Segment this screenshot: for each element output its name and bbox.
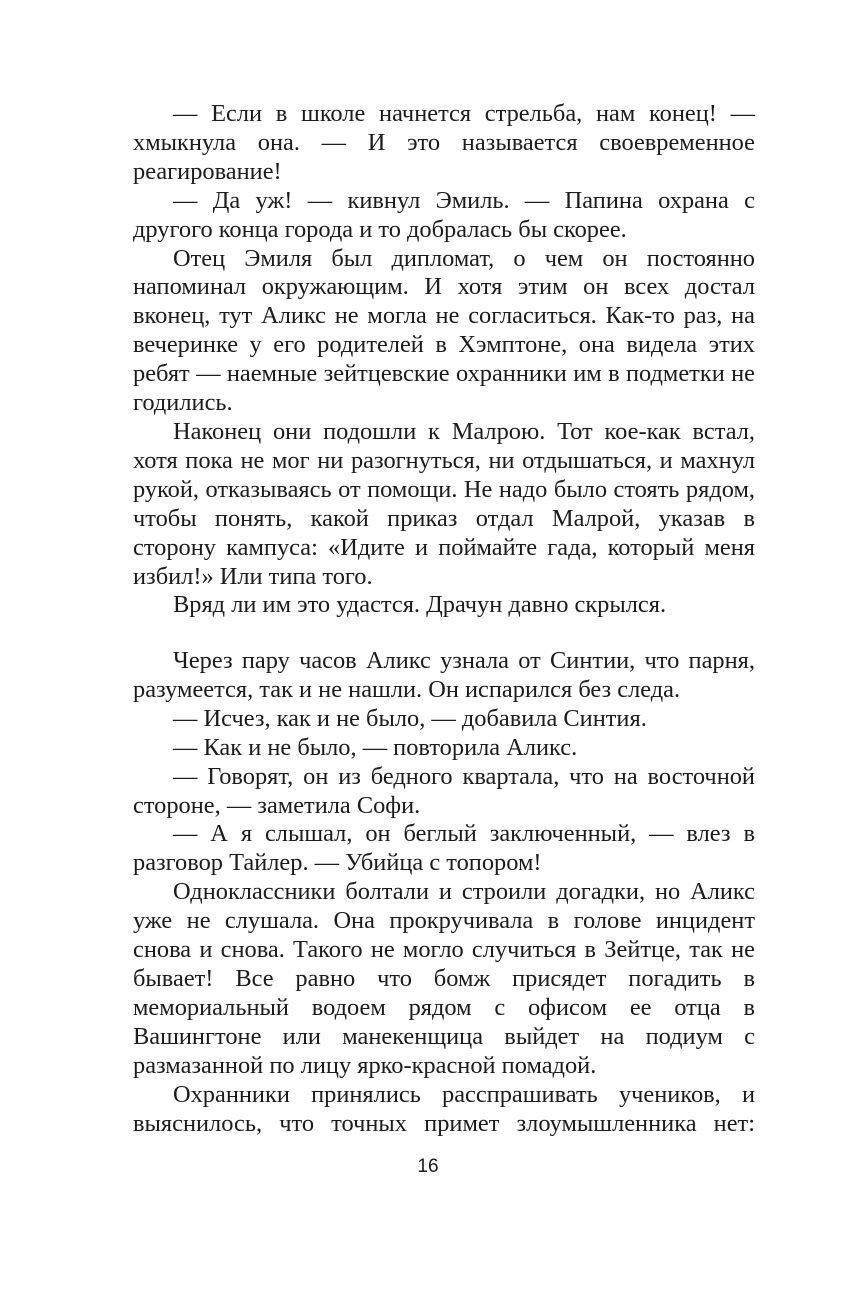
paragraph: Одноклассники болтали и строили догадки, но Аликс уже не слушала. Она прокручивала в голове инцидент снова и снова. Такого не могло случиться в Зейтце, так не бывает! Все равно что бомж присядет погадить в мемориальный водоем рядом с офисом ее отца в Вашингтоне или манекенщица выйдет на подиум с размазанной по лицу ярко-красной помадой. [133,878,755,1079]
paragraph: Охранники принялись расспрашивать учеников, и выяснилось, что точных примет злоумышленника нет: [133,1080,755,1137]
text-block-bottom [133,647,755,1138]
page-number: 16 [417,1156,439,1177]
paragraph: Отец Эмиля был дипломат, о чем он постоянно напоминал окружающим. И хотя этим он всех достал вконец, тут Аликс не могла не согласиться. Как-то раз, на вечеринке у его родителей в Хэмптоне, она видела этих ребят — наемные зейтцевские охранники им в подметки не годились. [133,244,755,417]
paragraph: — Исчез, как и не было, — добавила Синтия. [173,704,647,732]
text-block-top [133,100,755,620]
paragraph: — Как и не было, — повторила Аликс. [173,733,578,761]
paragraph: — Да уж! — кивнул Эмиль. — Папина охрана с другого конца города и то добралась бы скорее. [133,186,755,243]
paragraph: — Если в школе начнется стрельба, нам конец! — хмыкнула она. — И это называется своевременное реагирование! [133,100,755,185]
paragraph: — А я слышал, он беглый заключенный, — влез в разговор Тайлер. — Убийца с топором! [133,820,755,877]
paragraph: Через пару часов Аликс узнала от Синтии, что парня, разумеется, так и не нашли. Он испарился без следа. [133,647,755,703]
paragraph: Наконец они подошли к Малрою. Тот кое-как встал, хотя пока не мог ни разогнуться, ни отдышаться, и махнул рукой, отказываясь от помощи. Не надо было стоять рядом, чтобы понять, какой приказ отдал Малрой, указав в сторону кампуса: «Идите и поймайте гада, который меня избил!» Или типа того. [133,417,755,590]
paragraph: — Говорят, он из бедного квартала, что на восточной стороне, — заметила Софи. [133,762,755,819]
paragraph: Вряд ли им это удастся. Драчун давно скрылся. [173,591,667,619]
